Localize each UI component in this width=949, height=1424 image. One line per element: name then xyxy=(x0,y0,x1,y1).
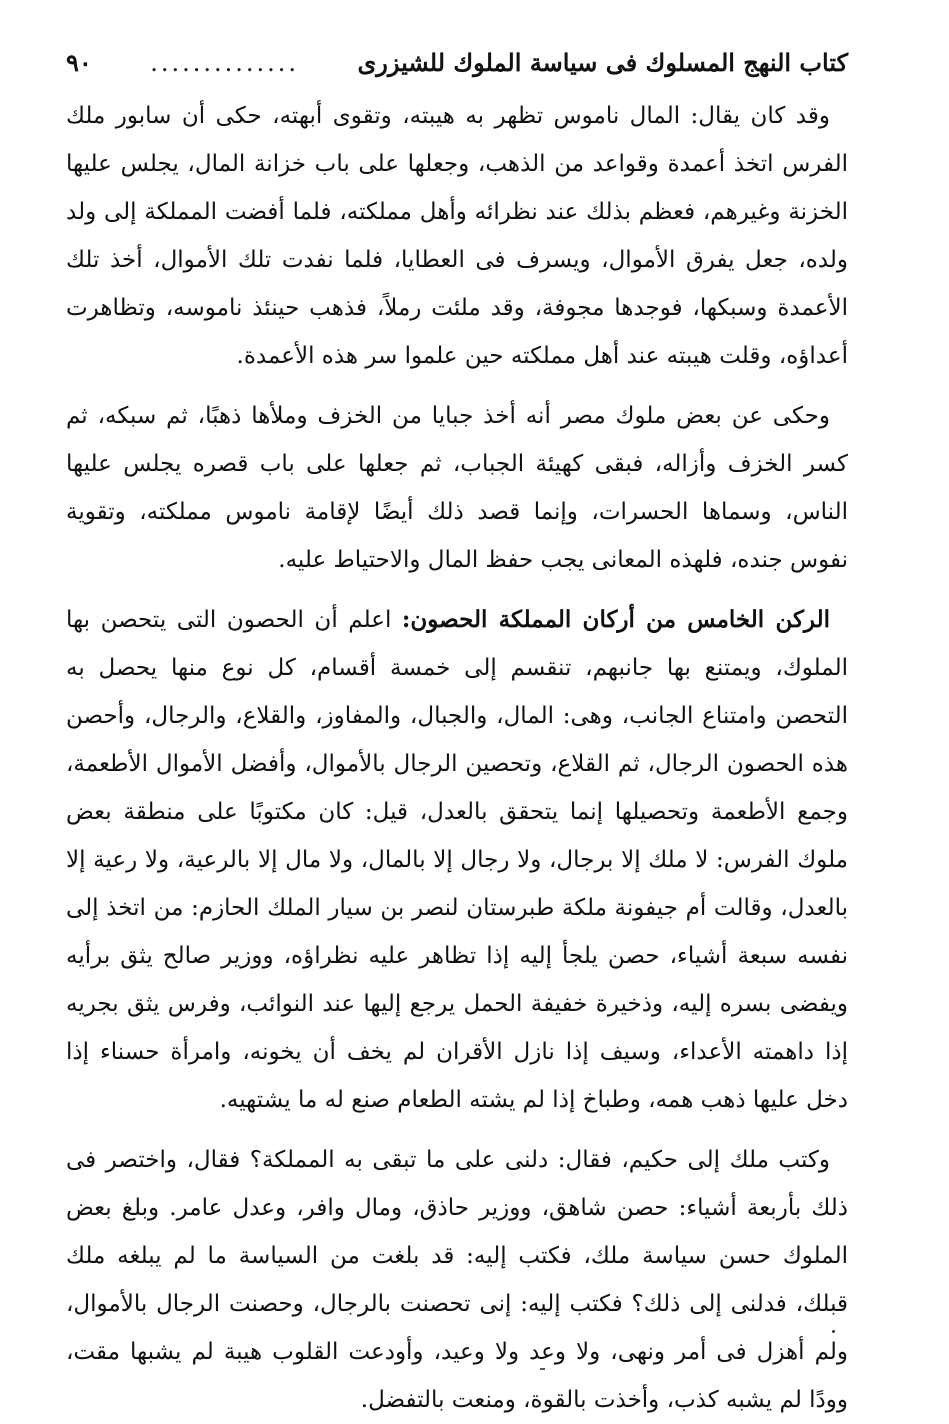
paragraph-fifth-pillar xyxy=(66,596,848,1124)
paragraph-text: وقد كان يقال: المال ناموس تظهر به هيبته، وتقوى أبهته، حكى أن سابور ملك الفرس اتخذ أعمدة وقواعد من الذهب، وجعلها على باب خزانة المال، يجلس عليها الخزنة وغيرهم، فعظم بذلك عند نظرائه وأهل مملكته، فلما أفضت المملكة إلى ولد ولده، جعل يفرق الأموال، ويسرف فى العطايا، فلما نفدت تلك الأموال، أخذ تلك الأعمدة وسبكها، فوجدها مجوفة، وقد ملئت رملاً، فذهب حينئذ ناموسه، وتظاهرت أعداؤه، وقلت هيبته عند أهل مملكته حين علموا سر هذه الأعمدة. xyxy=(66,103,848,369)
book-page xyxy=(66,46,848,1413)
running-header xyxy=(66,46,848,86)
paragraph-sabur-story xyxy=(66,92,848,380)
paragraph-text: وحكى عن بعض ملوك مصر أنه أخذ جبايا من الخزف وملأها ذهبًا، ثم سبكه، ثم كسر الخزف وأزاله، فبقى كهيئة الجباب، ثم جعلها على باب قصره يجلس عليها الناس، وسماها الحسرات، وإنما قصد ذلك أيضًا لإقامة ناموس مملكته، وتقوية نفوس جنده، فلهذه المعانى يجب حفظ المال والاحتياط عليه. xyxy=(66,403,848,573)
paragraph-egypt-king-story xyxy=(66,392,848,584)
paragraph-text: اعلم أن الحصون التى يتحصن بها الملوك، ويمتنع بها جانبهم، تنقسم إلى خمسة أقسام، كل نوع منها يحصل به التحصن وامتناع الجانب، وهى: المال، والجبال، والمفاوز، والقلاع، والرجال، وأحصن هذه الحصون الرجال، ثم القلاع، وتحصين الرجال بالأموال، وأفضل الأموال الأطعمة، وجمع الأطعمة وتحصيلها إنما يتحقق بالعدل، قيل: كان مكتوبًا على منطقة بعض ملوك الفرس: لا ملك إلا برجال، ولا رجال إلا بالمال، ولا مال إلا بالرعية، ولا رعية إلا بالعدل، وقالت أم جيفونة ملكة طبرستان لنصر بن سيار الملك الحازم: من اتخذ إلى نفسه سبعة أشياء، حصن يلجأ إليه إذا تظاهر عليه نظراؤه، ووزير صالح يثق برأيه ويفضى بسره إليه، وذخيرة خفيفة الحمل يرجع إليها عند النوائب، وفرس يثق بجريه إذا داهمته الأعداء، وسيف إذا نازل الأقران لم يخف أن يخونه، وامرأة حسناء إذا دخل عليها ذهب همه، وطباخ إذا لم يشته الطعام صنع له ما يشتهيه. xyxy=(66,607,848,1113)
book-title: كتاب النهج المسلوك فى سياسة الملوك للشيزرى xyxy=(357,48,848,77)
page-number: ٩٠ xyxy=(66,48,92,77)
page-speck xyxy=(832,1330,835,1333)
section-heading: الركن الخامس من أركان المملكة الحصون: xyxy=(401,606,830,633)
paragraph-text: وكتب ملك إلى حكيم، فقال: دلنى على ما تبقى به المملكة؟ فقال، واختصر فى ذلك بأربعة أشياء: حصن شاهق، ووزير حاذق، ومال وافر، وعدل عامر. وبلغ بعض الملوك حسن سياسة ملك، فكتب إليه: قد بلغت من السياسة ما لم يبلغه ملك قبلك، فدلنى إلى ذلك؟ فكتب إليه: إنى تحصنت بالرجال، وحصنت الرجال بالأموال، ولم أهزل فى أمر ونهى، ولا وعد ولا وعيد، وأودعت القلوب هيبة لم يشبها مقت، وودًا لم يشبه كذب، وأخذت بالقوة، ومنعت بالتفضل. xyxy=(66,1147,848,1413)
page-speck xyxy=(540,1368,545,1370)
leader-dots: .............. xyxy=(150,49,300,77)
